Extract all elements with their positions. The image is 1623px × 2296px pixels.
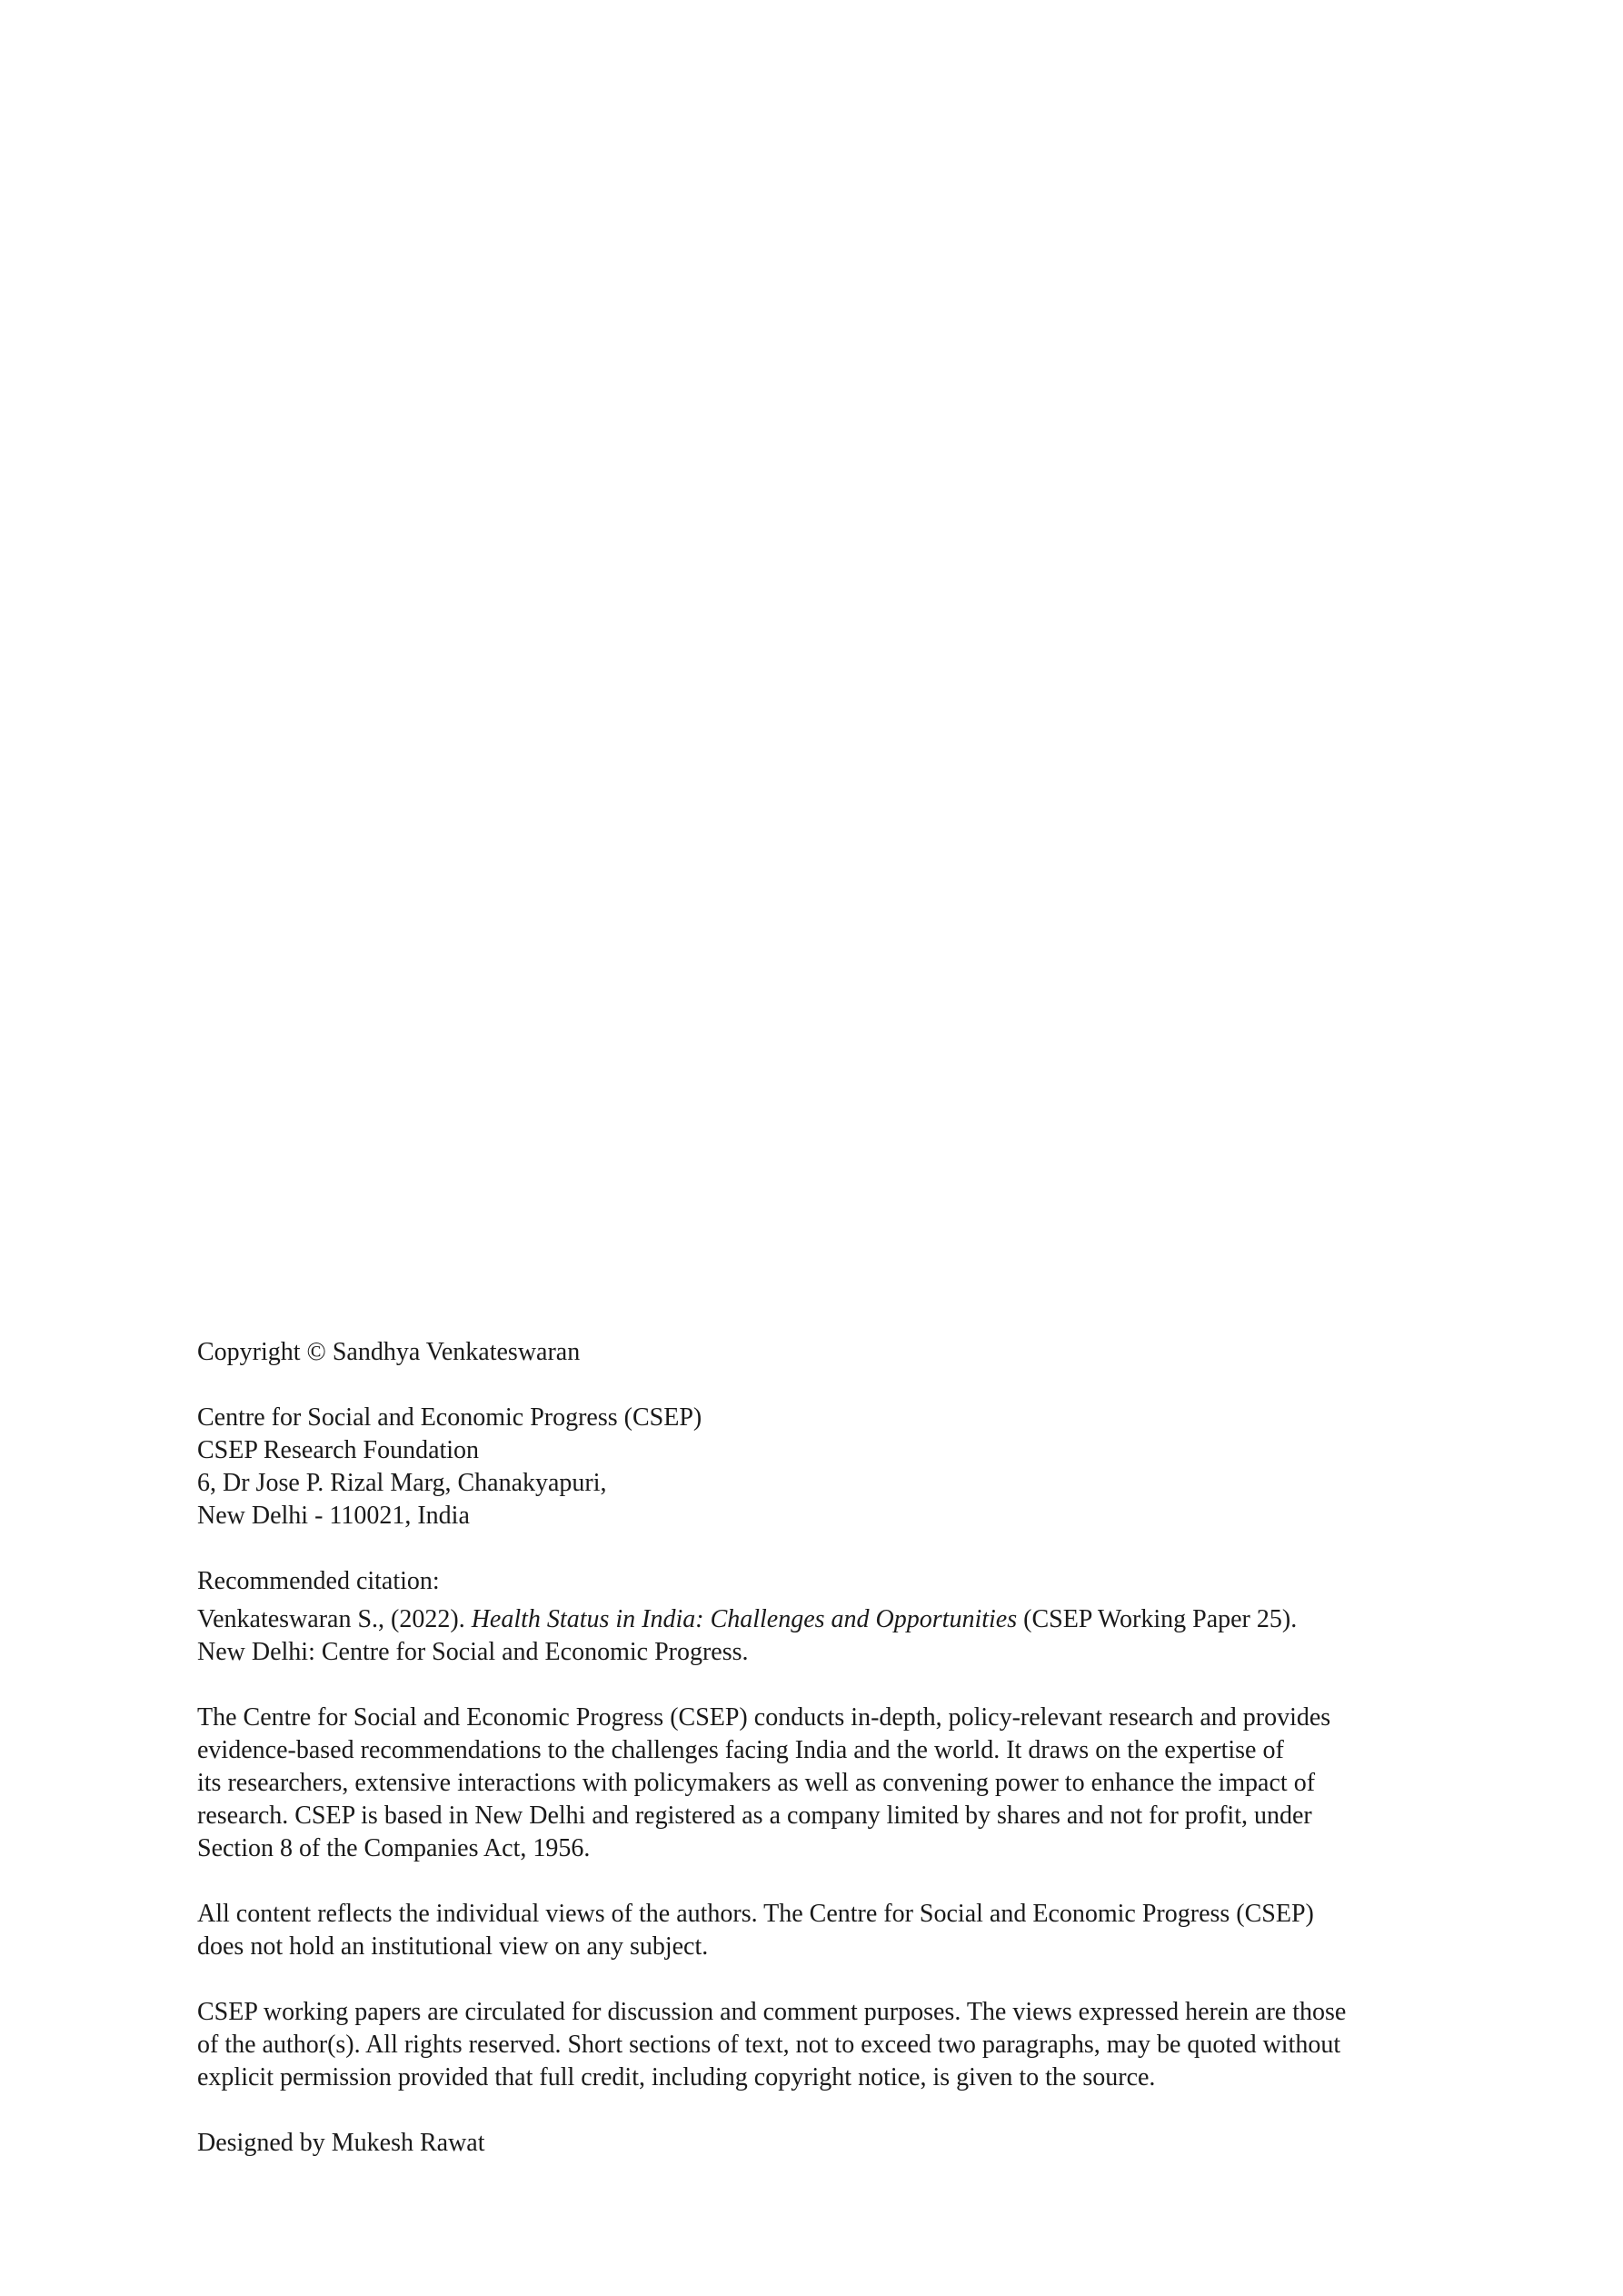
citation-line-1 (197, 1603, 1433, 1636)
designer-credit: Designed by Mukesh Rawat (197, 2129, 485, 2157)
about-line: its researchers, extensive interactions with policymakers as well as convening power to enhance the impact of (197, 1769, 1316, 1797)
citation-label-block (197, 1565, 1433, 1598)
citation-text (197, 1603, 1433, 1669)
copyright-line: Copyright © Sandhya Venkateswaran (197, 1338, 581, 1366)
disclaimer-paragraph (197, 1898, 1433, 1963)
about-line: evidence-based recommendations to the challenges facing India and the world. It draws on the expertise of (197, 1736, 1284, 1764)
rights-line: CSEP working papers are circulated for discussion and comment purposes. The views expressed herein are those (197, 1998, 1347, 2026)
disclaimer-line: All content reflects the individual views of the authors. The Centre for Social and Economic Progress (CSEP) (197, 1900, 1314, 1928)
citation-suffix: (CSEP Working Paper 25). (1017, 1605, 1298, 1633)
disclaimer-line: does not hold an institutional view on any subject. (197, 1932, 709, 1961)
designer-credit-block (197, 2127, 1433, 2160)
publisher-address (197, 1402, 1433, 1532)
address-line-street: 6, Dr Jose P. Rizal Marg, Chanakyapuri, (197, 1469, 607, 1497)
about-line: research. CSEP is based in New Delhi and registered as a company limited by shares and not for profit, under (197, 1802, 1312, 1830)
address-line-city: New Delhi - 110021, India (197, 1502, 470, 1530)
citation-prefix: Venkateswaran S., (2022). (197, 1605, 472, 1633)
rights-paragraph (197, 1996, 1433, 2094)
rights-line: of the author(s). All rights reserved. Short sections of text, not to exceed two paragraphs, may be quoted without (197, 2031, 1341, 2059)
colophon (197, 1336, 1433, 2160)
rights-line: explicit permission provided that full credit, including copyright notice, is given to the source. (197, 2063, 1156, 2091)
citation-title: Health Status in India: Challenges and Opportunities (471, 1605, 1018, 1633)
copyright-notice (197, 1336, 1433, 1369)
address-line-organization: Centre for Social and Economic Progress (CSEP) (197, 1403, 702, 1432)
address-line-foundation: CSEP Research Foundation (197, 1436, 480, 1464)
citation-line-2: New Delhi: Centre for Social and Economic Progress. (197, 1638, 749, 1666)
about-paragraph (197, 1702, 1433, 1865)
about-line: The Centre for Social and Economic Progress (CSEP) conducts in-depth, policy-relevant research and provides (197, 1703, 1331, 1732)
about-line: Section 8 of the Companies Act, 1956. (197, 1834, 591, 1862)
citation-label: Recommended citation: (197, 1567, 440, 1595)
